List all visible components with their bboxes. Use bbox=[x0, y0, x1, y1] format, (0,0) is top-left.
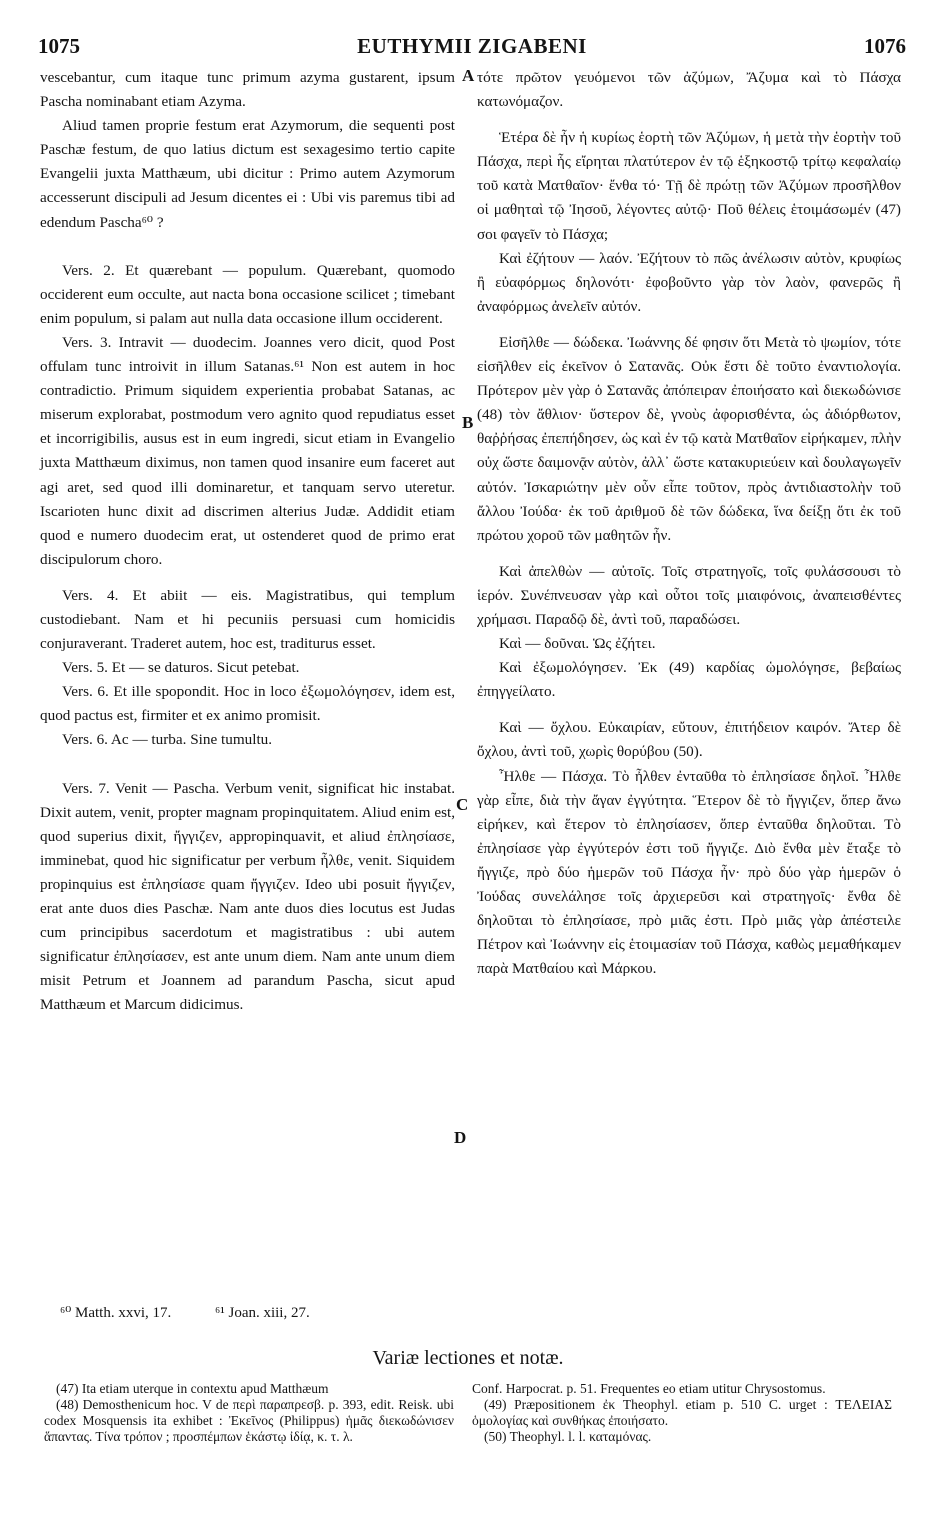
margin-marker-c: C bbox=[456, 795, 469, 814]
footnote: ⁶¹ Joan. xiii, 27. bbox=[215, 1305, 310, 1321]
greek-paragraph: Καὶ — ὄχλου. Εὐκαιρίαν, εὔτουν, ἐπιτήδειον καιρόν. Ἄτερ δὲ ὄχλου, ἀντὶ τοῦ, χωρὶς θορύβου (50). bbox=[477, 719, 901, 761]
latin-paragraph: Vers. 2. Et quærebant — populum. Quærebant, quomodo occiderent eum occulte, aut nacta bona occasione scilicet ; timebant enim populum, si palam aut nulla data occasione illum occiderent. bbox=[40, 261, 455, 327]
greek-paragraph: Ἑτέρα δὲ ἦν ἡ κυρίως ἑορτὴ τῶν Ἀζύμων, ἡ μετὰ τὴν ἑορτὴν τοῦ Πάσχα, περὶ ἧς εἴρηται πλατύτερον ἐν τῷ ἑξηκοστῷ τρίτῳ κεφαλαίῳ τοῦ κατὰ Ματθαῖον· ἔνθα τό· Τῇ δὲ πρώτῃ τῶν Ἀζύμων προσῆλθον οἱ μαθηταὶ τῷ Ἰησοῦ, λέγοντες αὐτῷ· Ποῦ θέλεις ἑτοιμάσωμέν (47) σοι φαγεῖν τὸ Πάσχα; bbox=[477, 129, 901, 243]
note-item: (48) Demosthenicum hoc. V de περὶ παραπρεσβ. p. 393, edit. Reisk. ubi codex Mosquensis ita exhibet : Ἐκεῖνος (Philippus) ἡμᾶς διεκωδώνισεν ἅπαντας. Τίνα τρόπον ; προσπέμπων ἑκάστῳ ἰδίᾳ, κ. τ. λ. bbox=[44, 1397, 454, 1444]
notes-right-column bbox=[472, 1381, 892, 1445]
notes-left-column bbox=[44, 1381, 454, 1445]
latin-column bbox=[40, 66, 455, 1017]
page-number-right: 1076 bbox=[864, 34, 906, 58]
greek-paragraph: τότε πρῶτον γευόμενοι τῶν ἀζύμων, Ἄζυμα καὶ τὸ Πάσχα κατωνόμαζον. bbox=[477, 69, 901, 111]
latin-paragraph: Aliud tamen proprie festum erat Azymorum, die sequenti post Paschæ festum, de quo latius dictum est sexagesimo tertio capite Evangelii juxta Matthæum, ubi dicitur : Primo autem Azymorum accesserunt discipuli ad Jesum dicentes ei : Ubi vis paremus tibi ad edendum Pascha⁶⁰ ? bbox=[40, 117, 455, 231]
latin-paragraph: Vers. 3. Intravit — duodecim. Joannes vero dicit, quod Post offulam tunc introivit in illum Satanas.⁶¹ Non est autem in hoc contradictio. Primum siquidem experientia probabat Satanas, ac miserum explorabat, postmodum vero agnito quod repudiatus esset et incorrigibilis, ausus est in eum ingredi, sicut etiam in Evangelio juxta Matthæum diximus, non tamen quod insanire eum faceret aut agi aret, sed quod illi dominaretur, et tanquam servo uteretur. Iscarioten hunc dixit ad discrimen alterius Judæ. Addidit etiam quod e numero duodecim erat, ut ostenderet quod de primo erat discipulorum choro. bbox=[40, 333, 455, 568]
page-header bbox=[38, 34, 906, 62]
greek-paragraph: Ἦλθε — Πάσχα. Τὸ ἦλθεν ἐνταῦθα τὸ ἐπλησίασε δηλοῖ. Ἦλθε γὰρ εἶπε, διὰ τὴν ἄγαν ἐγγύτητα. Ἕτερον δὲ τὸ ἤγγιζεν, ὅπερ ἄνω εἰρήκεν, καὶ ἕτερον τὸ ἐπλησίασεν, ὅπερ ἐνταῦθα δηλοῦται. Τὸ ἐπλησίασε γὰρ ἐγγύτερόν ἐστι τοῦ ἤγγιζε. Διὸ ἔνθα μὲν ἔταξε τὸ ἤγγιζε, πρὸ δύο ἡμερῶν τοῦ Πάσχα ἦν· πρὸ δύο γὰρ ἡμερῶν ὁ Ἰούδας συνελάλησε τοῖς ἀρχιερεῦσι καὶ στρατηγοῖς· ἔνθα δὲ δηλοῦται τὸ ἐπλησίασε, πρὸ μιᾶς ἐστι. Πρὸ μιᾶς γὰρ ἀπέστειλε Πέτρον καὶ Ἰωάννην εἰς ἑτοιμασίαν τοῦ Πάσχα, καθὼς μεμαθήκαμεν παρὰ Ματθαίου καὶ Μάρκου. bbox=[477, 767, 901, 978]
greek-paragraph: Καὶ ἐξωμολόγησεν. Ἐκ (49) καρδίας ὡμολόγησε, βεβαίως ἐπηγγείλατο. bbox=[477, 659, 901, 701]
latin-paragraph: Vers. 5. Et — se daturos. Sicut petebat. bbox=[62, 659, 300, 677]
greek-paragraph: Καὶ ἐζήτουν — λαόν. Ἐζήτουν τὸ πῶς ἀνέλωσιν αὐτὸν, κρυφίως ἢ εὐαφόρμως δηλονότι· ἐφοβοῦντο γὰρ τὸν λαὸν, φανερῶς ἢ ἀναφόρμως ἀνελεῖν αὐτόν. bbox=[477, 249, 901, 315]
note-item: (50) Theophyl. l. l. καταμόνας. bbox=[484, 1429, 652, 1444]
latin-paragraph: vescebantur, cum itaque tunc primum azyma gustarent, ipsum Pascha nominabant etiam Azyma. bbox=[40, 69, 455, 111]
greek-column bbox=[477, 66, 901, 981]
margin-marker-a: A bbox=[462, 66, 475, 85]
footnotes bbox=[60, 1303, 350, 1322]
margin-marker-d: D bbox=[454, 1128, 467, 1147]
note-item: (47) Ita etiam uterque in contextu apud Matthæum bbox=[56, 1381, 329, 1396]
greek-paragraph: Καὶ — δοῦναι. Ὡς ἐζήτει. bbox=[499, 635, 656, 653]
greek-paragraph: Καὶ ἀπελθὼν — αὐτοῖς. Τοῖς στρατηγοῖς, τοῖς φυλάσσουσι τὸ ἱερόν. Συνέπνευσαν γὰρ καὶ οὗτοι τοῖς μιαιφόνοις, ἀναπεισθέντες χρήμασι. Παραδῷ δὲ, ἀντὶ τοῦ, παραδώσει. bbox=[477, 562, 901, 628]
note-item: (49) Præpositionem ἐκ Theophyl. etiam p. 510 C. urget : ΤΕΛΕΙΑΣ ὁμολογίας καὶ συνθήκας ἐποιήσατο. bbox=[472, 1397, 892, 1428]
latin-paragraph: Vers. 6. Ac — turba. Sine tumultu. bbox=[62, 731, 273, 749]
latin-paragraph: Vers. 6. Et ille spopondit. Hoc in loco ἐξωμολόγησεν, idem est, quod pactus est, firmiter et ex animo promisit. bbox=[40, 683, 455, 725]
footnote: ⁶⁰ Matth. xxvi, 17. bbox=[60, 1305, 172, 1321]
page-number-left: 1075 bbox=[38, 34, 80, 58]
notes-title: Variæ lectiones et notæ. bbox=[372, 1347, 564, 1369]
latin-paragraph: Vers. 7. Venit — Pascha. Verbum venit, significat hic instabat. Dixit autem, venit, propter magnam propinquitatem. Aliud enim est, quod superius dixit, ἤγγιζεν, appropinquavit, et aliud ἐπλησίασε, imminebat, quod hic significatur per verbum ἦλθε, venit. Siquidem propinquius est ἐπλησίασε quam ἤγγιζεν. Ideo ubi posuit ἤγγιζεν, erat ante duos dies Paschæ. Nam ante duos dies locutus est Judas cum principibus sacerdotum et magistratibus : ubi autem significatur ἐπλησίασεν, est ante unum diem. Nam ante unum diem misit Petrum et Joannem ad parandum Pascha, sicut apud Matthæum et Marcum didicimus. bbox=[40, 779, 455, 1014]
note-item: Conf. Harpocrat. p. 51. Frequentes eo etiam utitur Chrysostomus. bbox=[472, 1381, 826, 1396]
greek-paragraph: Εἰσῆλθε — δώδεκα. Ἰωάννης δέ φησιν ὅτι Μετὰ τὸ ψωμίον, τότε εἰσῆλθεν εἰς ἐκεῖνον ὁ Σατανᾶς. Οὐκ ἔστι δὲ τοῦτο ἐναντιολογία. Πρότερον μὲν γὰρ ὁ Σατανᾶς ἀπόπειραν ἐποιήσατο καὶ διεκωδώνισε (48) τὸν ἄθλιον· ὕστερον δὲ, γνοὺς ἀφορισθέντα, ὡς ἀδιόρθωτον, θαῤῥήσας ἐπεπήδησεν, ὡς καὶ ἐν τῷ κατὰ Ματθαῖον εἰρήκαμεν, πλὴν οὐχ ὥστε δαιμονᾷν αὐτὸν, ἀλλ᾽ ὥστε κατακυριεύειν καὶ δουλαγωγεῖν αὐτόν. Ἰσκαριώτην μὲν οὖν εἶπε τοῦτον, πρὸς ἀντιδιαστολὴν τοῦ ἄλλου Ἰούδα· ἐκ τοῦ ἀριθμοῦ δὲ τῶν δώδεκα, ἵνα δείξῃ ὅτι ἐκ τοῦ πρώτου χοροῦ τῶν μαθητῶν ἦν. bbox=[477, 333, 901, 544]
latin-paragraph: Vers. 4. Et abiit — eis. Magistratibus, qui templum custodiebant. Nam et hi pecuniis persuasi cum homicidis conjuraverant. Traderet autem, hoc est, traditurus esset. bbox=[40, 586, 455, 653]
margin-marker-b: B bbox=[462, 413, 474, 432]
running-title: EUTHYMII ZIGABENI bbox=[357, 34, 587, 58]
